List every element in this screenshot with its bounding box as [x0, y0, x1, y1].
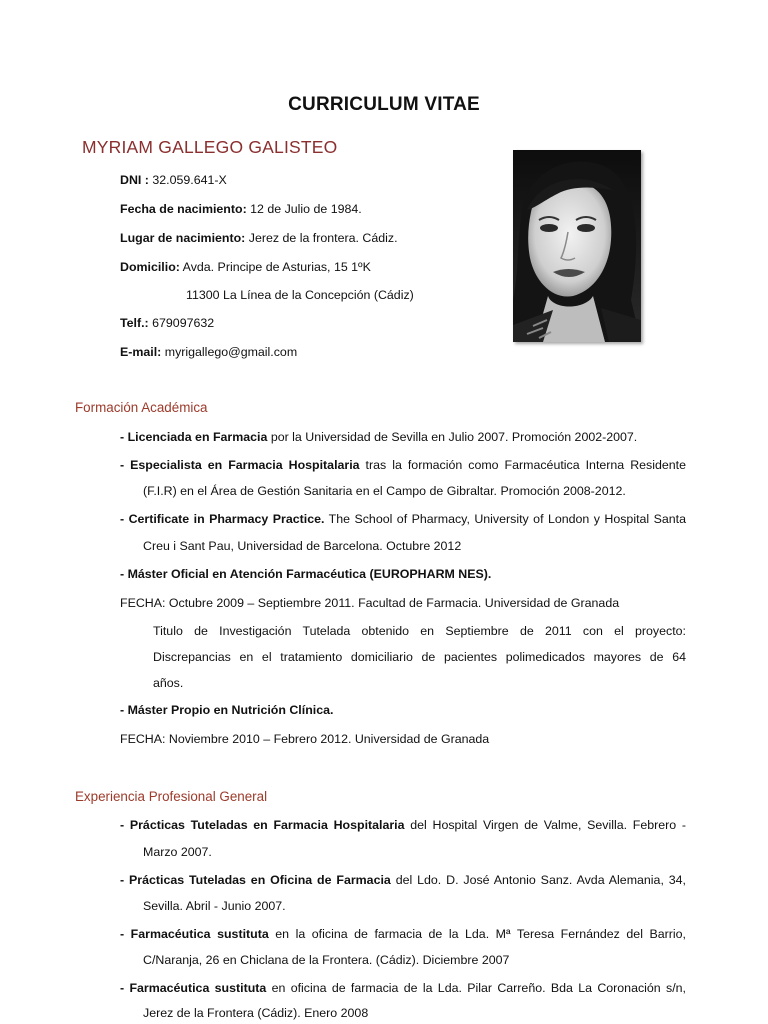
- experiencia-item-1-detail: del Hospital Virgen de Valme, Sevilla. Febrero -: [404, 818, 687, 832]
- formacion-item-1-detail: por la Universidad de Sevilla en Julio 2007. Promoción 2002-2007.: [267, 430, 638, 444]
- experiencia-item-4-line2: Jerez de la Frontera (Cádiz). Enero 2008: [143, 1006, 369, 1020]
- formacion-item-5: [120, 703, 333, 717]
- birth-date-label: Fecha de nacimiento:: [120, 202, 247, 216]
- address-line2: 11300 La Línea de la Concepción (Cádiz): [186, 288, 414, 302]
- formacion-item-2-title: - Especialista en Farmacia Hospitalaria: [120, 458, 360, 472]
- dni-row: [120, 173, 227, 187]
- formacion-item-4-desc-3: años.: [153, 676, 184, 690]
- email-label: E-mail:: [120, 345, 162, 359]
- experiencia-item-4: [120, 981, 686, 995]
- section-heading-experiencia: Experiencia Profesional General: [75, 789, 268, 804]
- birth-place-value: Jerez de la frontera. Cádiz.: [245, 231, 398, 245]
- formacion-item-3-detail: The School of Pharmacy, University of London y Hospital Santa: [324, 512, 686, 526]
- birth-date-row: [120, 202, 362, 216]
- experiencia-item-1-title: - Prácticas Tuteladas en Farmacia Hospitalaria: [120, 818, 405, 832]
- formacion-item-3-title: - Certificate in Pharmacy Practice.: [120, 512, 325, 526]
- experiencia-item-1: [120, 818, 686, 832]
- address-value: Avda. Principe de Asturias, 15 1ºK: [179, 260, 371, 274]
- dni-value: 32.059.641-X: [148, 173, 227, 187]
- phone-value: 679097632: [148, 316, 215, 330]
- portrait-photo: [513, 150, 641, 342]
- experiencia-item-2-line2: Sevilla. Abril - Junio 2007.: [143, 899, 286, 913]
- document-title: CURRICULUM VITAE: [288, 94, 480, 115]
- formacion-item-1: [120, 430, 637, 444]
- experiencia-item-4-title: - Farmacéutica sustituta: [120, 981, 267, 995]
- dni-label: DNI :: [120, 173, 149, 187]
- address-label: Domicilio:: [120, 260, 180, 274]
- experiencia-item-3-detail: en la oficina de farmacia de la Lda. Mª Teresa Fernández del Barrio,: [268, 927, 686, 941]
- birth-date-value: 12 de Julio de 1984.: [246, 202, 362, 216]
- formacion-item-3: [120, 512, 686, 526]
- experiencia-item-3-title: - Farmacéutica sustituta: [120, 927, 269, 941]
- phone-label: Telf.:: [120, 316, 149, 330]
- formacion-item-4-fecha: FECHA: Octubre 2009 – Septiembre 2011. Facultad de Farmacia. Universidad de Granada: [120, 596, 620, 610]
- email-value[interactable]: myrigallego@gmail.com: [161, 345, 298, 359]
- formacion-item-4-desc-1: Titulo de Investigación Tutelada obtenido en Septiembre de 2011 con el proyecto:: [153, 624, 686, 638]
- formacion-item-2-line2: (F.I.R) en el Área de Gestión Sanitaria en el Campo de Gibraltar. Promoción 2008-2012.: [143, 484, 626, 498]
- candidate-name: MYRIAM GALLEGO GALISTEO: [82, 137, 338, 157]
- email-row: [120, 345, 297, 359]
- formacion-item-3-line2: Creu i Sant Pau, Universidad de Barcelona. Octubre 2012: [143, 539, 462, 553]
- formacion-item-4: [120, 567, 491, 581]
- experiencia-item-2-detail: del Ldo. D. José Antonio Sanz. Avda Alemania, 34,: [390, 873, 686, 887]
- formacion-item-2-detail: tras la formación como Farmacéutica Interna Residente: [359, 458, 686, 472]
- experiencia-item-3: [120, 927, 686, 941]
- birth-place-label: Lugar de nacimiento:: [120, 231, 246, 245]
- portrait-image: [513, 150, 641, 342]
- formacion-item-2: [120, 458, 686, 472]
- phone-row: [120, 316, 214, 330]
- experiencia-item-1-line2: Marzo 2007.: [143, 845, 212, 859]
- section-heading-formacion: Formación Académica: [75, 400, 208, 415]
- formacion-item-5-title: - Máster Propio en Nutrición Clínica.: [120, 703, 334, 717]
- experiencia-item-3-line2: C/Naranja, 26 en Chiclana de la Frontera. (Cádiz). Diciembre 2007: [143, 953, 510, 967]
- formacion-item-5-fecha: FECHA: Noviembre 2010 – Febrero 2012. Universidad de Granada: [120, 732, 490, 746]
- birth-place-row: [120, 231, 398, 245]
- experiencia-item-4-detail: en oficina de farmacia de la Lda. Pilar Carreño. Bda La Coronación s/n,: [266, 981, 686, 995]
- experiencia-item-2-title: - Prácticas Tuteladas en Oficina de Farmacia: [120, 873, 391, 887]
- address-row: [120, 260, 371, 274]
- formacion-item-4-title: - Máster Oficial en Atención Farmacéutica (EUROPHARM NES).: [120, 567, 492, 581]
- formacion-item-4-desc-2: Discrepancias en el tratamiento domiciliario de pacientes polimedicados mayores de 64: [153, 650, 686, 664]
- formacion-item-1-title: - Licenciada en Farmacia: [120, 430, 268, 444]
- experiencia-item-2: [120, 873, 686, 887]
